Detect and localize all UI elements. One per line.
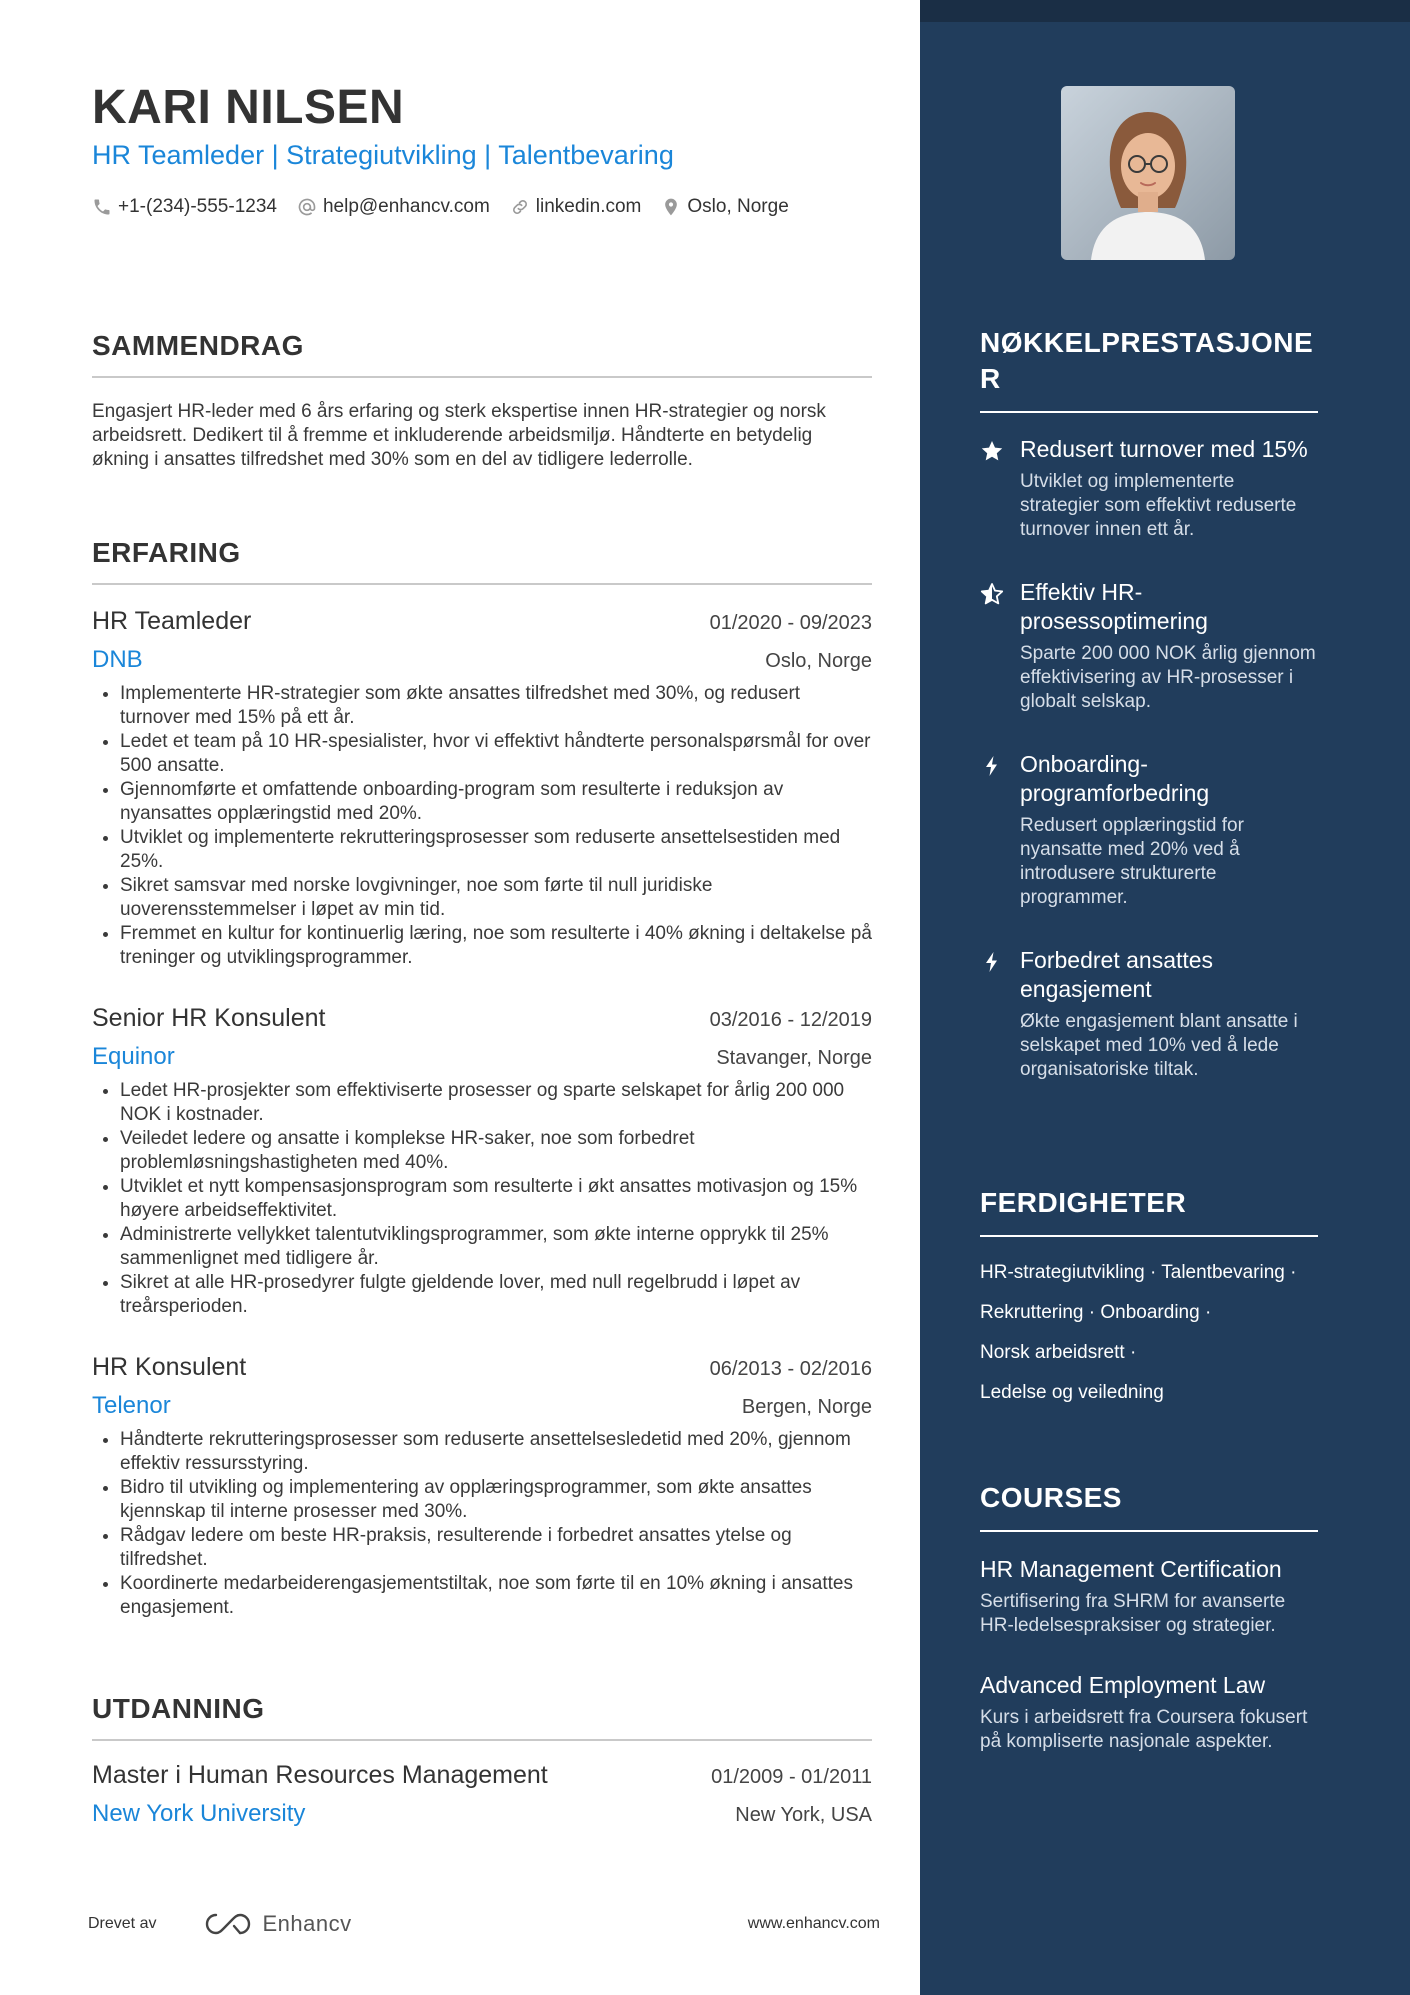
bullet-item: • Sikret at alle HR-prosedyrer fulgte gjeldende lover, med null regelbrudd i løpet av treårsperioden. <box>120 1271 872 1319</box>
achievements-title: NØKKELPRESTASJONER <box>980 327 1314 394</box>
achievement-desc: Redusert opplæringstid for nyansatte med 20% ved å introdusere strukturerte programmer. <box>1020 815 1244 908</box>
skill-line: HR-strategiutvikling · Talentbevaring · <box>980 1262 1297 1283</box>
job-bullets <box>92 1428 872 1620</box>
bullet-item: • Fremmet en kultur for kontinuerlig læring, noe som resulterte i 40% økning i deltakelse på treninger og utviklingsprogrammer. <box>120 922 872 970</box>
job-title: Senior HR Konsulent <box>92 1004 326 1032</box>
bullet-item: • Gjennomførte et omfattende onboarding-program som resulterte i reduksjon av nyansattes opplæringstid med 20%. <box>120 778 872 826</box>
degree-title: Master i Human Resources Management <box>92 1761 548 1789</box>
job-company[interactable]: Telenor <box>92 1392 171 1419</box>
at-icon <box>297 197 317 217</box>
skills-section <box>980 1185 1318 1413</box>
education-dates: 01/2009 - 01/2011 <box>711 1766 872 1788</box>
achievement-desc: Utviklet og implementerte strategier som effektivt reduserte turnover innen ett år. <box>1020 471 1297 540</box>
phone-text: +1-(234)-555-1234 <box>118 196 277 217</box>
star-half-icon <box>980 582 1004 606</box>
bullet-item: • Koordinerte medarbeiderengasjementstiltak, noe som førte til en 10% økning i ansattes engasjement. <box>120 1572 872 1620</box>
job-dates: 03/2016 - 12/2019 <box>709 1009 872 1031</box>
phone-icon <box>92 197 112 217</box>
course-item <box>980 1554 1318 1638</box>
school-location: New York, USA <box>735 1804 872 1826</box>
summary-title: SAMMENDRAG <box>92 330 304 361</box>
section-divider <box>980 1235 1318 1237</box>
bullet-item: • Ledet et team på 10 HR-spesialister, hvor vi effektivt håndterte personalspørsmål for over 500 ansatte. <box>120 730 872 778</box>
contact-phone[interactable] <box>92 196 277 218</box>
section-divider <box>980 411 1318 413</box>
bullet-item: • Ledet HR-prosjekter som effektiviserte prosesser og sparte selskapet for årlig 200 000 NOK i kostnader. <box>120 1079 872 1127</box>
link-icon <box>510 197 530 217</box>
achievement-title: Onboarding-programforbedring <box>1020 751 1210 806</box>
course-title: Advanced Employment Law <box>980 1672 1266 1698</box>
course-title: HR Management Certification <box>980 1556 1282 1582</box>
skill-line: Norsk arbeidsrett · <box>980 1342 1137 1363</box>
avatar <box>1061 86 1235 260</box>
job-entry <box>92 1004 872 1319</box>
job-title: HR Konsulent <box>92 1353 247 1381</box>
achievements-section <box>980 325 1318 1082</box>
course-desc: Sertifisering fra SHRM for avanserte HR-ledelsespraksiser og strategier. <box>980 1591 1286 1636</box>
section-divider <box>92 583 872 585</box>
education-section <box>92 1693 872 1828</box>
email-text: help@enhancv.com <box>322 196 490 217</box>
job-entry <box>92 1353 872 1620</box>
course-item <box>980 1670 1318 1754</box>
achievement-desc: Økte engasjement blant ansatte i selskapet med 10% ved å lede organisatoriske tiltak. <box>1020 1011 1298 1080</box>
headline: HR Teamleder | Strategiutvikling | Talentbevaring <box>92 140 674 170</box>
achievement-title: Redusert turnover med 15% <box>1020 436 1308 462</box>
skill-line: Rekruttering · Onboarding · <box>980 1302 1212 1323</box>
job-dates: 01/2020 - 09/2023 <box>709 612 872 634</box>
bullet-item: • Bidro til utvikling og implementering av opplæringsprogrammer, som økte ansattes kjennskap til interne prosesser med 30%. <box>120 1476 872 1524</box>
achievement-title: Effektiv HR-prosessoptimering <box>1020 579 1208 634</box>
brand-logo[interactable] <box>204 1911 351 1937</box>
achievement-item <box>980 435 1318 542</box>
linkedin-text: linkedin.com <box>535 196 642 217</box>
job-company[interactable]: Equinor <box>92 1043 175 1070</box>
footer <box>88 1906 880 1942</box>
job-title: HR Teamleder <box>92 607 252 635</box>
map-pin-icon <box>661 197 681 217</box>
achievement-item <box>980 750 1318 910</box>
section-divider <box>92 376 872 378</box>
course-desc: Kurs i arbeidsrett fra Coursera fokusert på kompliserte nasjonale aspekter. <box>980 1707 1308 1752</box>
bullet-item: • Utviklet et nytt kompensasjonsprogram som resulterte i økt ansattes motivasjon og 15% høyere arbeidseffektivitet. <box>120 1175 872 1223</box>
candidate-name: KARI NILSEN <box>92 81 405 134</box>
experience-title: ERFARING <box>92 537 241 568</box>
achievement-item <box>980 946 1318 1082</box>
sidebar-top-strip <box>920 0 1410 22</box>
bullet-item: • Veiledet ledere og ansatte i komplekse HR-saker, noe som forbedret problemløsningshastigheten med 40%. <box>120 1127 872 1175</box>
brand-name: Enhancv <box>262 1911 352 1936</box>
bullet-item: • Utviklet og implementerte rekrutteringsprosesser som reduserte ansettelsestiden med 25%. <box>120 826 872 874</box>
job-bullets <box>92 682 872 970</box>
profile-photo <box>1061 86 1235 260</box>
job-location: Stavanger, Norge <box>716 1047 872 1069</box>
summary-section <box>92 330 872 472</box>
job-location: Bergen, Norge <box>741 1396 872 1418</box>
contact-linkedin[interactable] <box>510 196 642 218</box>
bullet-item: • Rådgav ledere om beste HR-praksis, resulterende i forbedret ansattes ytelse og tilfredshet. <box>120 1524 872 1572</box>
star-icon <box>980 439 1004 463</box>
enhancv-logo-icon <box>204 1911 252 1937</box>
job-entry <box>92 607 872 970</box>
powered-by-label: Drevet av <box>88 1915 157 1932</box>
summary-text: Engasjert HR-leder med 6 års erfaring og sterk ekspertise innen HR-strategier og norsk arbeidsrett. Dedikert til å fremme et inkluderende arbeidsmiljø. Håndterte en betydelig økning i ansattes tilfredshet med 30% som en del av tidligere lederrolle. <box>92 401 826 470</box>
bullet-item: • Administrerte vellykket talentutviklingsprogrammer, som økte interne opprykk til 25% sammenlignet med tidligere år. <box>120 1223 872 1271</box>
courses-section <box>980 1480 1318 1754</box>
job-location: Oslo, Norge <box>765 650 872 672</box>
experience-section <box>92 537 872 1620</box>
job-dates: 06/2013 - 02/2016 <box>709 1358 872 1380</box>
contact-location <box>661 196 788 218</box>
bullet-item: • Håndterte rekrutteringsprosesser som reduserte ansettelsesledetid med 20%, gjennom effektiv ressursstyring. <box>120 1428 872 1476</box>
skills-title: FERDIGHETER <box>980 1187 1187 1218</box>
bolt-icon <box>980 754 1004 778</box>
section-divider <box>980 1530 1318 1532</box>
bullet-item: • Implementerte HR-strategier som økte ansattes tilfredshet med 30%, og redusert turnover med 15% på ett år. <box>120 682 872 730</box>
section-divider <box>92 1739 872 1741</box>
skills-list <box>980 1253 1318 1413</box>
achievement-title: Forbedret ansattes engasjement <box>1020 947 1214 1002</box>
contact-email[interactable] <box>297 196 490 218</box>
bolt-icon <box>980 950 1004 974</box>
bullet-item: • Sikret samsvar med norske lovgivninger, noe som førte til null juridiske uoverensstemmelser i løpet av min tid. <box>120 874 872 922</box>
courses-title: COURSES <box>980 1482 1122 1513</box>
website-link[interactable]: www.enhancv.com <box>747 1915 880 1932</box>
job-company[interactable]: DNB <box>92 646 143 673</box>
location-text: Oslo, Norge <box>687 196 789 217</box>
job-bullets <box>92 1079 872 1319</box>
skill-line: Ledelse og veiledning <box>980 1382 1164 1403</box>
education-title: UTDANNING <box>92 1693 265 1724</box>
school-name[interactable]: New York University <box>92 1800 306 1827</box>
achievement-desc: Sparte 200 000 NOK årlig gjennom effektivisering av HR-prosesser i globalt selskap. <box>1020 643 1316 712</box>
achievement-item <box>980 578 1318 714</box>
education-entry <box>92 1761 872 1828</box>
contact-bar <box>92 196 789 218</box>
